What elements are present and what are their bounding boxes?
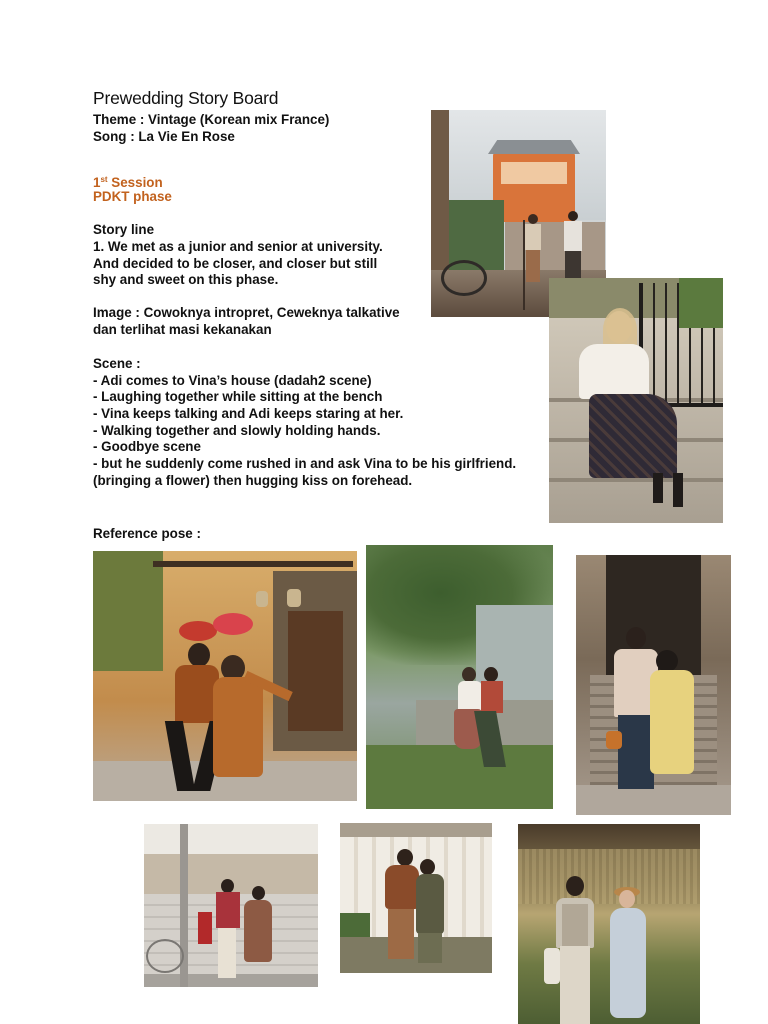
photo-couple-cafe-lanterns bbox=[93, 551, 357, 801]
scene-line: - Goodbye scene bbox=[93, 439, 201, 454]
session-number: 1 bbox=[93, 175, 101, 190]
session-phase: PDKT phase bbox=[93, 189, 172, 204]
song-line: Song : La Vie En Rose bbox=[93, 129, 235, 144]
photo-woman-on-steps bbox=[549, 278, 723, 523]
scene-line: - Vina keeps talking and Adi keeps staring at her. bbox=[93, 406, 404, 421]
page-title: Prewedding Story Board bbox=[93, 88, 279, 108]
photo-couple-white-drapery bbox=[340, 823, 492, 973]
reference-pose-label: Reference pose : bbox=[93, 526, 201, 541]
story-line: And decided to be closer, and closer but still bbox=[93, 256, 378, 271]
scene-line: - but he suddenly come rushed in and ask Vina to be his girlfriend. bbox=[93, 456, 517, 471]
photo-couple-lakeside bbox=[366, 545, 553, 809]
story-line: shy and sweet on this phase. bbox=[93, 272, 279, 287]
story-line: 1. We met as a junior and senior at university. bbox=[93, 239, 383, 254]
scene-heading: Scene : bbox=[93, 356, 141, 371]
session-number-suffix: st bbox=[100, 175, 108, 184]
session-label: Session bbox=[107, 175, 163, 190]
scene-line: - Walking together and slowly holding hands. bbox=[93, 423, 381, 438]
image-note-line: dan terlihat masi kekanakan bbox=[93, 322, 272, 337]
story-heading: Story line bbox=[93, 222, 155, 237]
theme-line: Theme : Vintage (Korean mix France) bbox=[93, 112, 330, 127]
photo-couple-stair-entrance bbox=[576, 555, 731, 815]
photo-couple-field-hat bbox=[518, 824, 700, 1024]
image-note-line: Image : Cowoknya intropret, Ceweknya talkative bbox=[93, 305, 400, 320]
scene-line: (bringing a flower) then hugging kiss on forehead. bbox=[93, 473, 413, 488]
scene-line: - Laughing together while sitting at the bench bbox=[93, 389, 383, 404]
photo-couple-residential-street bbox=[144, 824, 318, 987]
scene-line: - Adi comes to Vina’s house (dadah2 scene) bbox=[93, 373, 372, 388]
